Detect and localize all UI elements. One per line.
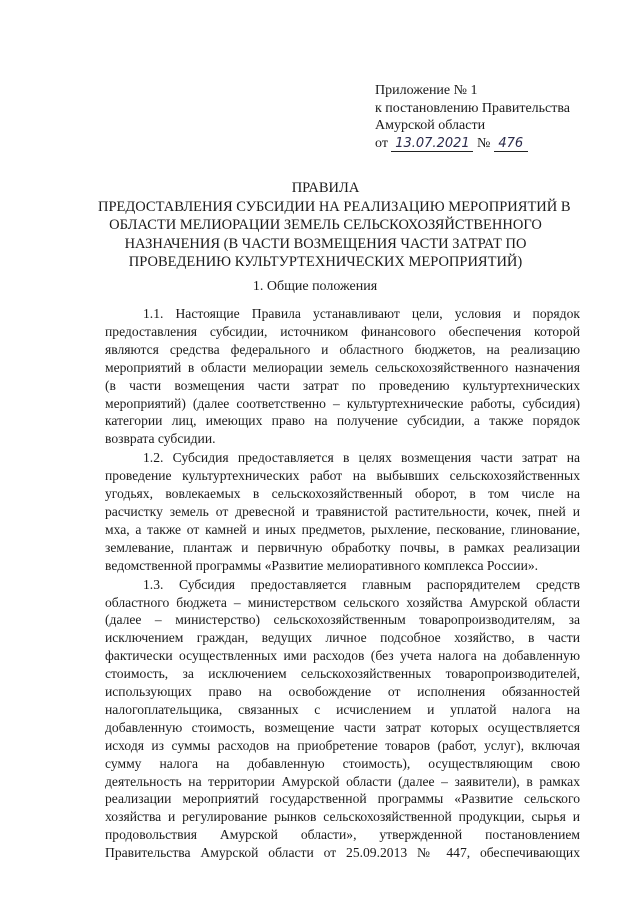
paragraph-line: сумму налога на добавленную стоимость), осуществляющим свою (105, 755, 580, 771)
paragraph-line: являются средства федерального и областного бюджетов, на реализацию (105, 341, 580, 357)
number-label: № (476, 135, 491, 151)
title-line: НАЗНАЧЕНИЯ (В ЧАСТИ ВОЗМЕЩЕНИЯ ЧАСТИ ЗАТРАТ ПО (124, 235, 527, 252)
paragraph-1 (105, 305, 580, 448)
title-line: ОБЛАСТИ МЕЛИОРАЦИИ ЗЕМЕЛЬ СЕЛЬСКОХОЗЯЙСТВЕННОГО (109, 217, 542, 233)
paragraph-line: добавленную стоимость, возмещение части затрат которых осуществляется (105, 719, 580, 735)
appendix-line-3: Амурской области (375, 118, 486, 133)
title-line: ПРАВИЛА (291, 180, 360, 196)
paragraph-line: мероприятий) (далее соответственно – культуртехнические работы, субсидия) (105, 395, 580, 411)
handwritten-date: 13.07.2021 (391, 137, 473, 152)
paragraph-3 (105, 576, 580, 863)
paragraph-line: угодьях, вовлекаемых в сельскохозяйственный оборот, в том числе на (105, 486, 580, 502)
paragraph-line: мероприятий в области мелиорации земель сельскохозяйственного назначения (105, 359, 580, 375)
paragraph-line: проведение культуртехнических работ на выбывших сельскохозяйственных (105, 468, 580, 484)
paragraph-line: деятельность на территории Амурской области (далее – заявители), в рамках (105, 773, 580, 789)
paragraph-line: (в части возмещения части затрат по проведению культуртехнических (105, 377, 580, 393)
paragraph-line: категории лиц, имеющих право на получение субсидии, а также порядок (105, 413, 580, 429)
title-line: ПРЕДОСТАВЛЕНИЯ СУБСИДИИ НА РЕАЛИЗАЦИЮ МЕРОПРИЯТИЙ В (98, 198, 571, 215)
paragraph-line: исключением граждан, ведущих личное подсобное хозяйство, в части (105, 630, 580, 646)
paragraph-line: фактически осуществленных ими расходов (без учета налога на добавленную (105, 648, 580, 664)
document-body (105, 305, 580, 863)
appendix-block (375, 82, 625, 152)
paragraph-line: расчистку земель от древесной и травянистой растительности, кочек, пней и (105, 503, 580, 519)
paragraph-line: хозяйства и регулирование рынков сельскохозяйственной продукции, сырья и (105, 809, 580, 825)
paragraph-line: использующих право на освобождение от исполнения обязанностей (105, 684, 580, 700)
paragraph-2 (105, 449, 580, 574)
paragraph-line: областного бюджета – министерством сельского хозяйства Амурской области (105, 594, 580, 610)
paragraph-line: стоимость, за исключением сельскохозяйственных товаропроизводителей, (105, 666, 580, 682)
paragraph-line: реализации мероприятий государственной программы «Развитие сельского (105, 791, 580, 807)
paragraph-line: 1.2. Субсидия предоставляется в целях возмещения части затрат на (143, 450, 580, 466)
paragraph-line: (далее – министерство) сельскохозяйственным товаропроизводителям, за (105, 612, 580, 628)
appendix-line-1: Приложение № 1 (375, 83, 478, 98)
paragraph-line: налогоплательщика, связанных с исчислением и уплатой налога на (105, 701, 580, 717)
paragraph-line: возврата субсидии. (105, 431, 216, 447)
paragraph-line: 1.3. Субсидия предоставляется главным распорядителем средств (143, 576, 580, 592)
handwritten-number: 476 (494, 137, 528, 152)
paragraph-line: ведомственной программы «Развитие мелиоративного комплекса России». (105, 557, 539, 573)
section-heading: 1. Общие положения (252, 279, 378, 294)
paragraph-line: мха, а также от камней и иных предметов, рыхление, пескование, глинование, (105, 521, 580, 537)
paragraph-line: предоставления субсидии, источником финансового обеспечения которой (105, 323, 580, 339)
paragraph-line: 1.1. Настоящие Правила устанавливают цели, условия и порядок (143, 306, 580, 321)
appendix-date-line (375, 135, 625, 153)
paragraph-line: землевание, плантаж и первичную обработку почвы, в рамках реализации (105, 539, 580, 555)
title-line: ПРОВЕДЕНИЮ КУЛЬТУРТЕХНИЧЕСКИХ МЕРОПРИЯТИЙ) (128, 254, 523, 270)
paragraph-line: продовольствия Амурской области», утвержденной постановлением (105, 827, 580, 843)
paragraph-line: исходя из суммы расходов на приобретение товаров (работ, услуг), включая (105, 737, 580, 753)
document-title (98, 179, 571, 272)
paragraph-line: Правительства Амурской области от 25.09.2013 № 447, обеспечивающих (105, 845, 580, 861)
from-label: от (375, 135, 388, 151)
appendix-line-2: к постановлению Правительства (375, 100, 571, 116)
